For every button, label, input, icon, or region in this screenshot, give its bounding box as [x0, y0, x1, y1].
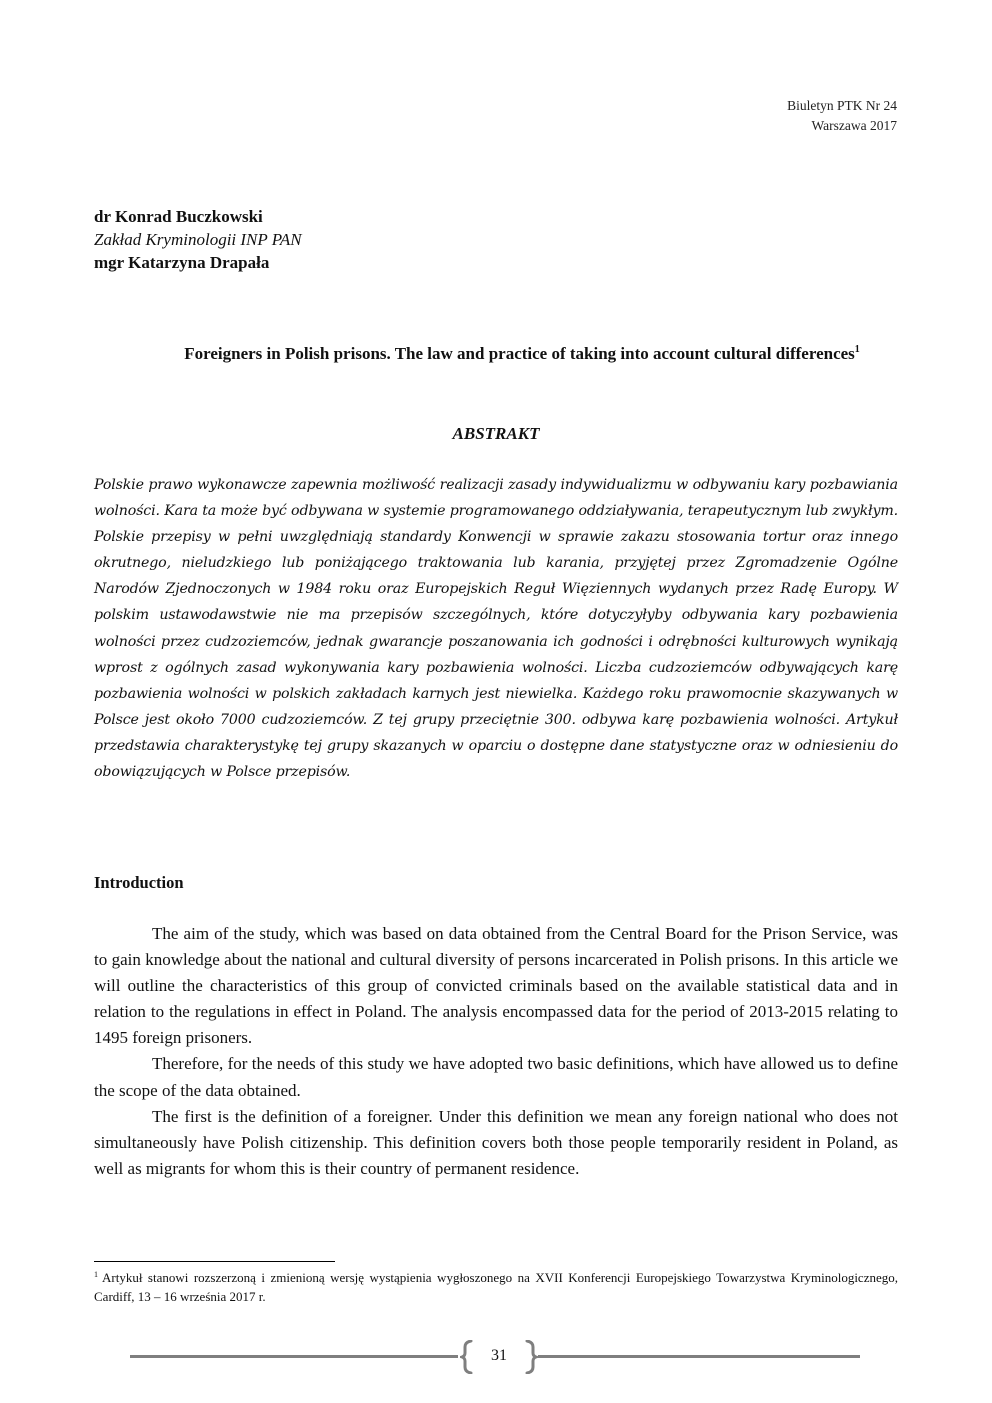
body-paragraph: The first is the definition of a foreigner. Under this definition we mean any foreign national who does not simultaneously have Polish citizenship. This definition covers both those people temporarily resident in Poland, as well as migrants for whom this is their country of permanent residence. — [94, 1106, 898, 1178]
footnote-text: Artykuł stanowi rozszerzoną i zmienioną wersję wystąpienia wygłoszonego na XVII Konferencji Europejskiego Towarzystwa Kryminologicznego, Cardiff, 13 – 16 września 2017 r. — [94, 1270, 898, 1304]
footer-rule-left — [130, 1355, 458, 1358]
body-paragraph: The aim of the study, which was based on data obtained from the Central Board for the Prison Service, was to gain knowledge about the national and cultural diversity of persons incarcerated in Polish prisons. In this article we will outline the characteristics of this group of convicted criminals based on the available statistical data and in relation to the regulations in effect in Poland. The analysis encompassed data for the period of 2013-2015 relating to 1495 foreign prisoners. — [94, 924, 898, 1048]
footer-rule-right — [538, 1355, 860, 1358]
body-paragraph: Therefore, for the needs of this study we have adopted two basic definitions, which have allowed us to define the scope of the data obtained. — [94, 1054, 898, 1100]
footnote-marker: 1 — [94, 1270, 98, 1279]
paper-title — [150, 342, 894, 366]
journal-name: Biuletyn PTK Nr 24 — [787, 98, 897, 113]
right-brace-icon — [524, 1340, 538, 1374]
abstract-text: Polskie prawo wykonawcze zapewnia możliwość realizacji zasady indywidualizmu w odbywaniu kary pozbawiania wolności. Kara ta może być odbywana w systemie programowanego oddziaływania, terapeutycznym lub zwykłym. Polskie przepisy w pełni uwzględniają standardy Konwencji w sprawie zakazu stosowania tortur oraz innego okrutnego, nieludzkiego lub poniżającego traktowania lub karania, przyjętej przez Zgromadzenie Ogólne Narodów Zjednoczonych w 1984 roku oraz Europejskich Reguł Więziennych wydanych przez Radę Europy. W polskim ustawodawstwie nie ma przepisów szczególnych, które dotyczyłyby odbywania kary pozbawienia wolności przez cudzoziemców, jednak gwarancje poszanowania ich godności i odrębności kulturowych wynikają wprost z ogólnych zasad wykonywania kary pozbawienia wolności. Liczba cudzoziemców odbywających karę pozbawienia wolności w polskich zakładach karnych jest niewielka. Każdego roku prawomocnie skazywanych w Polsce jest około 7000 cudzoziemców. Z tej grupy przeciętnie 300. odbywa karę pozbawienia wolności. Artykuł przedstawia charakterystykę tej grupy skazanych w oparciu o dostępne dane statystyczne oraz w odniesieniu do obowiązujących w Polsce przepisów. — [94, 477, 898, 781]
introduction-body — [94, 921, 898, 1182]
page-number-footer — [130, 1340, 860, 1380]
footnote-reference[interactable]: 1 — [854, 344, 860, 355]
author-affiliation: Zakład Kryminologii INP PAN — [94, 230, 302, 249]
author-name: mgr Katarzyna Drapała — [94, 253, 270, 272]
page-number: 31 — [491, 1347, 507, 1364]
footnote-separator — [94, 1261, 335, 1262]
left-brace-icon — [460, 1340, 474, 1374]
author-name: dr Konrad Buczkowski — [94, 207, 263, 226]
abstract-heading: ABSTRAKT — [452, 424, 540, 443]
footnote — [94, 1268, 898, 1306]
paper-title-text: Foreigners in Polish prisons. The law and practice of taking into account cultural differences — [184, 344, 855, 363]
author-block — [94, 205, 302, 274]
journal-header — [787, 96, 897, 136]
section-heading-introduction: Introduction — [94, 873, 184, 892]
journal-place-year: Warszawa 2017 — [811, 118, 897, 133]
